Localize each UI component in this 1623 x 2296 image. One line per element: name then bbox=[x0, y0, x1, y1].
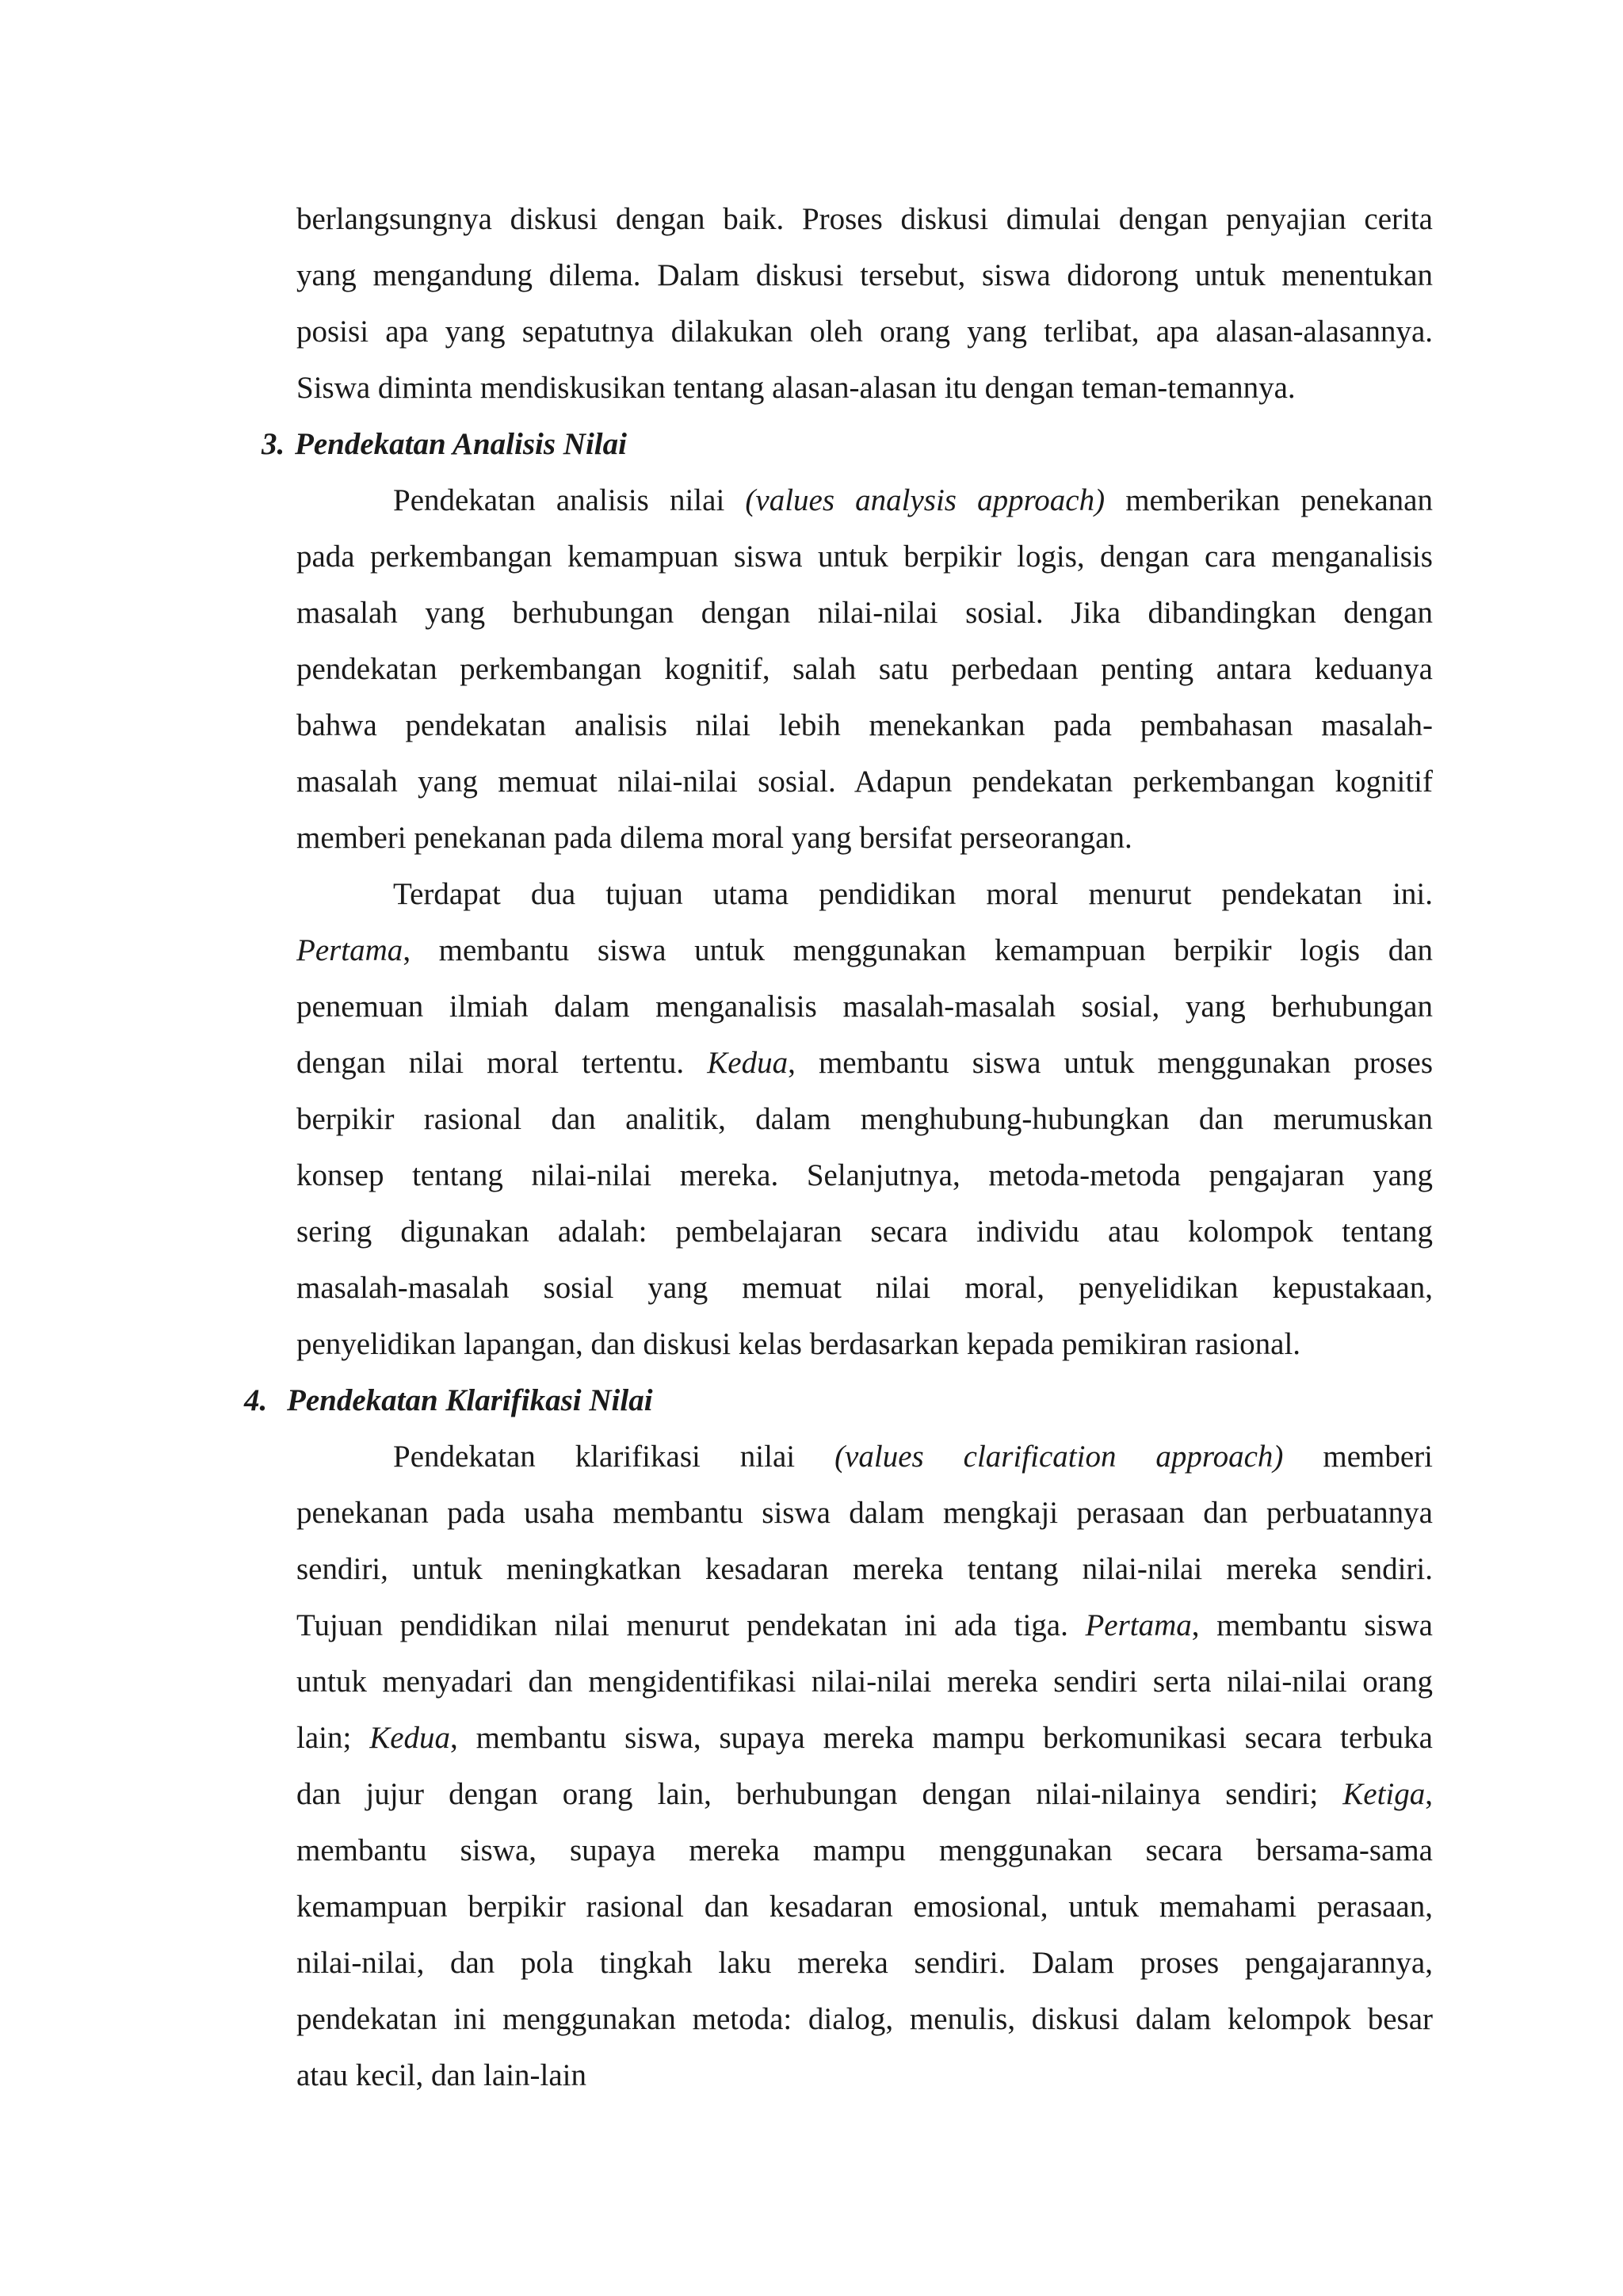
paragraph-line: posisi apa yang sepatutnya dilakukan oleh orang yang terlibat, apa alasan-alasannya. bbox=[296, 315, 1433, 349]
text-run: memberi bbox=[1283, 1440, 1433, 1474]
paragraph-line bbox=[296, 931, 1433, 971]
paragraph-line: masalah yang memuat nilai-nilai sosial. Adapun pendekatan perkembangan kognitif bbox=[296, 765, 1433, 799]
section-title: Pendekatan Analisis Nilai bbox=[295, 427, 627, 461]
text-run: , membantu siswa, supaya mereka mampu berkomunikasi secara terbuka bbox=[450, 1721, 1433, 1755]
paragraph-line: yang mengandung dilema. Dalam diskusi tersebut, siswa didorong untuk menentukan bbox=[296, 258, 1433, 292]
paragraph-line: pendekatan ini menggunakan metoda: dialog, menulis, diskusi dalam kelompok besar bbox=[296, 2002, 1433, 2036]
paragraph-line: membantu siswa, supaya mereka mampu menggunakan secara bersama-sama bbox=[296, 1833, 1433, 1867]
section-number: 4. bbox=[244, 1383, 268, 1417]
paragraph-line: memberi penekanan pada dilema moral yang bersifat perseorangan. bbox=[296, 821, 1132, 855]
paragraph-line: masalah yang berhubungan dengan nilai-nilai sosial. Jika dibandingkan dengan bbox=[296, 596, 1433, 630]
paragraph-line: pendekatan perkembangan kognitif, salah satu perbedaan penting antara keduanya bbox=[296, 652, 1433, 686]
italic-term: Kedua bbox=[369, 1721, 451, 1755]
italic-term: Pertama bbox=[1085, 1608, 1192, 1642]
text-run: Pendekatan analisis nilai bbox=[393, 483, 746, 517]
paragraph-line: kemampuan berpikir rasional dan kesadaran emosional, untuk memahami perasaan, bbox=[296, 1890, 1433, 1924]
paragraph-line: nilai-nilai, dan pola tingkah laku mereka sendiri. Dalam proses pengajarannya, bbox=[296, 1946, 1433, 1980]
text-run: memberikan penekanan bbox=[1105, 483, 1433, 517]
paragraph-line: penekanan pada usaha membantu siswa dalam mengkaji perasaan dan perbuatannya bbox=[296, 1496, 1433, 1530]
paragraph-line: berpikir rasional dan analitik, dalam menghubung-hubungkan dan merumuskan bbox=[296, 1102, 1433, 1136]
section-title: Pendekatan Klarifikasi Nilai bbox=[287, 1383, 653, 1417]
paragraph-line bbox=[296, 1775, 1433, 1814]
italic-term: Ketiga bbox=[1342, 1777, 1426, 1811]
paragraph-line: penemuan ilmiah dalam menganalisis masalah-masalah sosial, yang berhubungan bbox=[296, 990, 1433, 1024]
section-heading bbox=[262, 425, 627, 464]
section-number: 3. bbox=[262, 427, 285, 461]
paragraph-line bbox=[393, 481, 1433, 521]
paragraph-line: penyelidikan lapangan, dan diskusi kelas berdasarkan kepada pemikiran rasional. bbox=[296, 1327, 1301, 1361]
text-run: , membantu siswa untuk menggunakan proses bbox=[788, 1046, 1433, 1080]
paragraph-line bbox=[296, 1606, 1433, 1646]
section-heading bbox=[244, 1381, 653, 1421]
text-run: Tujuan pendidikan nilai menurut pendekatan ini ada tiga. bbox=[296, 1608, 1086, 1642]
text-run: dengan nilai moral tertentu. bbox=[296, 1046, 708, 1080]
paragraph-line: Terdapat dua tujuan utama pendidikan moral menurut pendekatan ini. bbox=[393, 877, 1433, 911]
italic-term: Kedua bbox=[707, 1046, 789, 1080]
paragraph-line: konsep tentang nilai-nilai mereka. Selanjutnya, metoda-metoda pengajaran yang bbox=[296, 1158, 1433, 1192]
italic-term: (values clarification approach) bbox=[834, 1440, 1284, 1474]
paragraph-line: masalah-masalah sosial yang memuat nilai moral, penyelidikan kepustakaan, bbox=[296, 1271, 1433, 1305]
paragraph-line: pada perkembangan kemampuan siswa untuk berpikir logis, dengan cara menganalisis bbox=[296, 540, 1433, 574]
text-run: , bbox=[1425, 1777, 1433, 1811]
paragraph-line bbox=[393, 1437, 1433, 1477]
paragraph-line bbox=[296, 1043, 1433, 1083]
text-run: lain; bbox=[296, 1721, 370, 1755]
text-run: dan jujur dengan orang lain, berhubungan dengan nilai-nilainya sendiri; bbox=[296, 1777, 1343, 1811]
paragraph-line: atau kecil, dan lain-lain bbox=[296, 2058, 587, 2092]
paragraph-line: Siswa diminta mendiskusikan tentang alasan-alasan itu dengan teman-temannya. bbox=[296, 371, 1296, 405]
italic-term: (values analysis approach) bbox=[745, 483, 1106, 517]
paragraph-line: sendiri, untuk meningkatkan kesadaran mereka tentang nilai-nilai mereka sendiri. bbox=[296, 1552, 1433, 1586]
text-run: , membantu siswa untuk menggunakan kemampuan berpikir logis dan bbox=[403, 933, 1433, 967]
paragraph-line: sering digunakan adalah: pembelajaran secara individu atau kolompok tentang bbox=[296, 1215, 1433, 1249]
paragraph-line: berlangsungnya diskusi dengan baik. Proses diskusi dimulai dengan penyajian cerita bbox=[296, 202, 1433, 236]
paragraph-line bbox=[296, 1718, 1433, 1758]
italic-term: Pertama bbox=[296, 933, 403, 967]
paragraph-line: untuk menyadari dan mengidentifikasi nilai-nilai mereka sendiri serta nilai-nilai orang bbox=[296, 1665, 1433, 1699]
text-run: Pendekatan klarifikasi nilai bbox=[393, 1440, 835, 1474]
paragraph-line: bahwa pendekatan analisis nilai lebih menekankan pada pembahasan masalah- bbox=[296, 708, 1433, 742]
text-run: , membantu siswa bbox=[1191, 1608, 1433, 1642]
